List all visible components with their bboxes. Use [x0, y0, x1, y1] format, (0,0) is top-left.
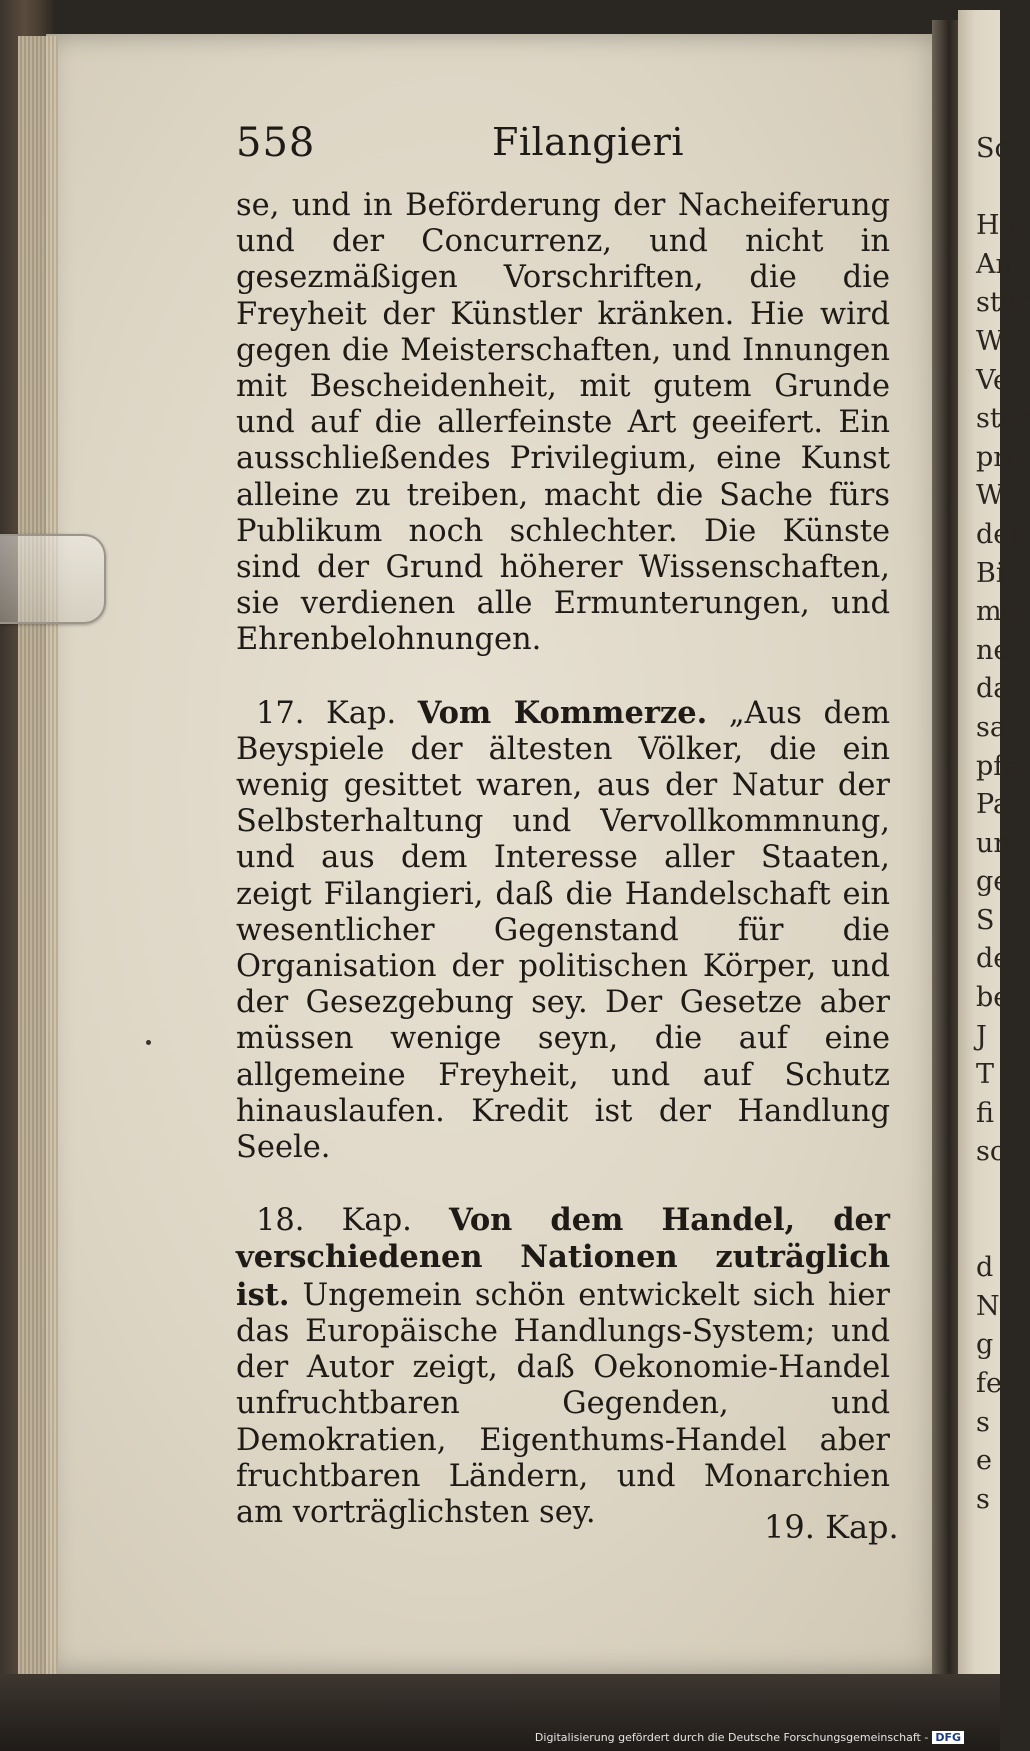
fragment-line: Bi: [976, 557, 1005, 589]
fragment-line: [976, 1211, 1006, 1250]
fragment-line: be: [976, 982, 1010, 1014]
chapter-title: Vom Kommerze.: [417, 694, 708, 731]
fragment-line: sc: [976, 1136, 1005, 1168]
body-text: [236, 188, 890, 1531]
fragment-line: W: [976, 480, 1004, 512]
chapter-number: 18. Kap.: [256, 1203, 412, 1239]
fragment-line: sa: [976, 711, 1006, 743]
credit-text: Digitalisierung gefördert durch die Deutsche Forschungsgemeinschaft -: [534, 1731, 929, 1744]
fragment-line: s: [976, 1406, 990, 1438]
paragraph: se, und in Beförderung der Nacheiferung und der Concurrenz, und nicht in gesezmäßigen Vorschriften, die die Freyheit der Künstler kränken. Hie wird gegen die Meisterschaften, und Innungen mit Bescheidenheit, mit gutem Grunde und auf die allerfeinste Art geeifert. Ein ausschließendes Privilegium, eine Kunst alleine zu treiben, macht die Sache fürs Publikum noch schlechter. Die Künste sind der Grund höherer Wissenschaften, sie verdienen alle Ermunterungen, und Ehrenbelohnungen.: [236, 188, 890, 658]
fragment-line: pfe: [976, 750, 1020, 782]
paragraph: [236, 695, 890, 1167]
fragment-line: N: [976, 1290, 1000, 1322]
chapter-title: Von dem Handel, der verschiedenen Nationen zuträglich ist.: [236, 1202, 891, 1313]
fragment-line: Pa: [976, 789, 1010, 821]
fragment-line: An: [976, 248, 1013, 280]
fragment-line: Sc: [976, 133, 1010, 164]
fragment-line: da: [976, 673, 1010, 705]
fragment-line: fi: [976, 1097, 995, 1129]
fragment-line: T: [976, 1059, 995, 1091]
fragment-line: g: [976, 1329, 994, 1361]
fragment-line: me: [976, 596, 1018, 628]
fragment-line: e: [976, 1445, 992, 1477]
chapter-number: 17. Kap.: [256, 695, 397, 731]
catchword: 19. Kap.: [764, 1508, 899, 1546]
fragment-line: Ha: [976, 210, 1016, 242]
facing-page-fragment: [976, 130, 1030, 1519]
fragment-line: ge: [976, 866, 1010, 898]
fragment-line: J: [976, 1020, 987, 1052]
fragment-line: Ve: [976, 364, 1009, 396]
page-number: 558: [236, 120, 316, 166]
paragraph: [236, 1202, 890, 1531]
fragment-line: ne: [976, 634, 1010, 666]
fragment-line: un: [976, 827, 1011, 859]
fragment-line: ster: [976, 287, 1030, 319]
paragraph-text: „Aus dem Beyspiele der ältesten Völker, die ein wenig gesittet waren, aus der Natur der Selbsterhaltung und Vervollkommnung, und aus dem Interesse aller Staaten, zeigt Filangieri, daß die Handelschaft ein wesentlicher Gegenstand für die Organisation der politischen Körper, und der Gesezgebung sey. Der Gesetze aber müssen wenige seyn, die auf eine allgemeine Freyheit, und auf Schutz hinauslaufen. Kredit ist der Handlung Seele.: [236, 695, 890, 1166]
dfg-logo: DFG: [932, 1731, 964, 1744]
fragment-line: W: [976, 325, 1004, 357]
paragraph-text: Ungemein schön entwickelt sich hier das Europäische Handlungs-System; und der Autor zeigt, daß Oekonomie-Handel unfruchtbaren Gegenden, und Demokratien, Eigenthums-Handel aber fruchtbaren Ländern, und Monarchien am vorträglichsten sey.: [236, 1277, 890, 1530]
running-head: Filangieri: [492, 120, 685, 164]
fragment-line: [976, 169, 1006, 208]
fragment-line: s: [976, 1483, 990, 1515]
fragment-line: de: [976, 943, 1010, 975]
fragment-line: der: [976, 518, 1023, 550]
fragment-line: S: [976, 904, 995, 936]
fragment-line: d: [976, 1252, 994, 1284]
digitization-credit: [535, 1731, 964, 1744]
fragment-line: fe: [976, 1368, 1002, 1399]
fragment-line: pre: [976, 441, 1023, 473]
fragment-line: [976, 1172, 1006, 1211]
fragment-line: ster: [976, 403, 1030, 435]
